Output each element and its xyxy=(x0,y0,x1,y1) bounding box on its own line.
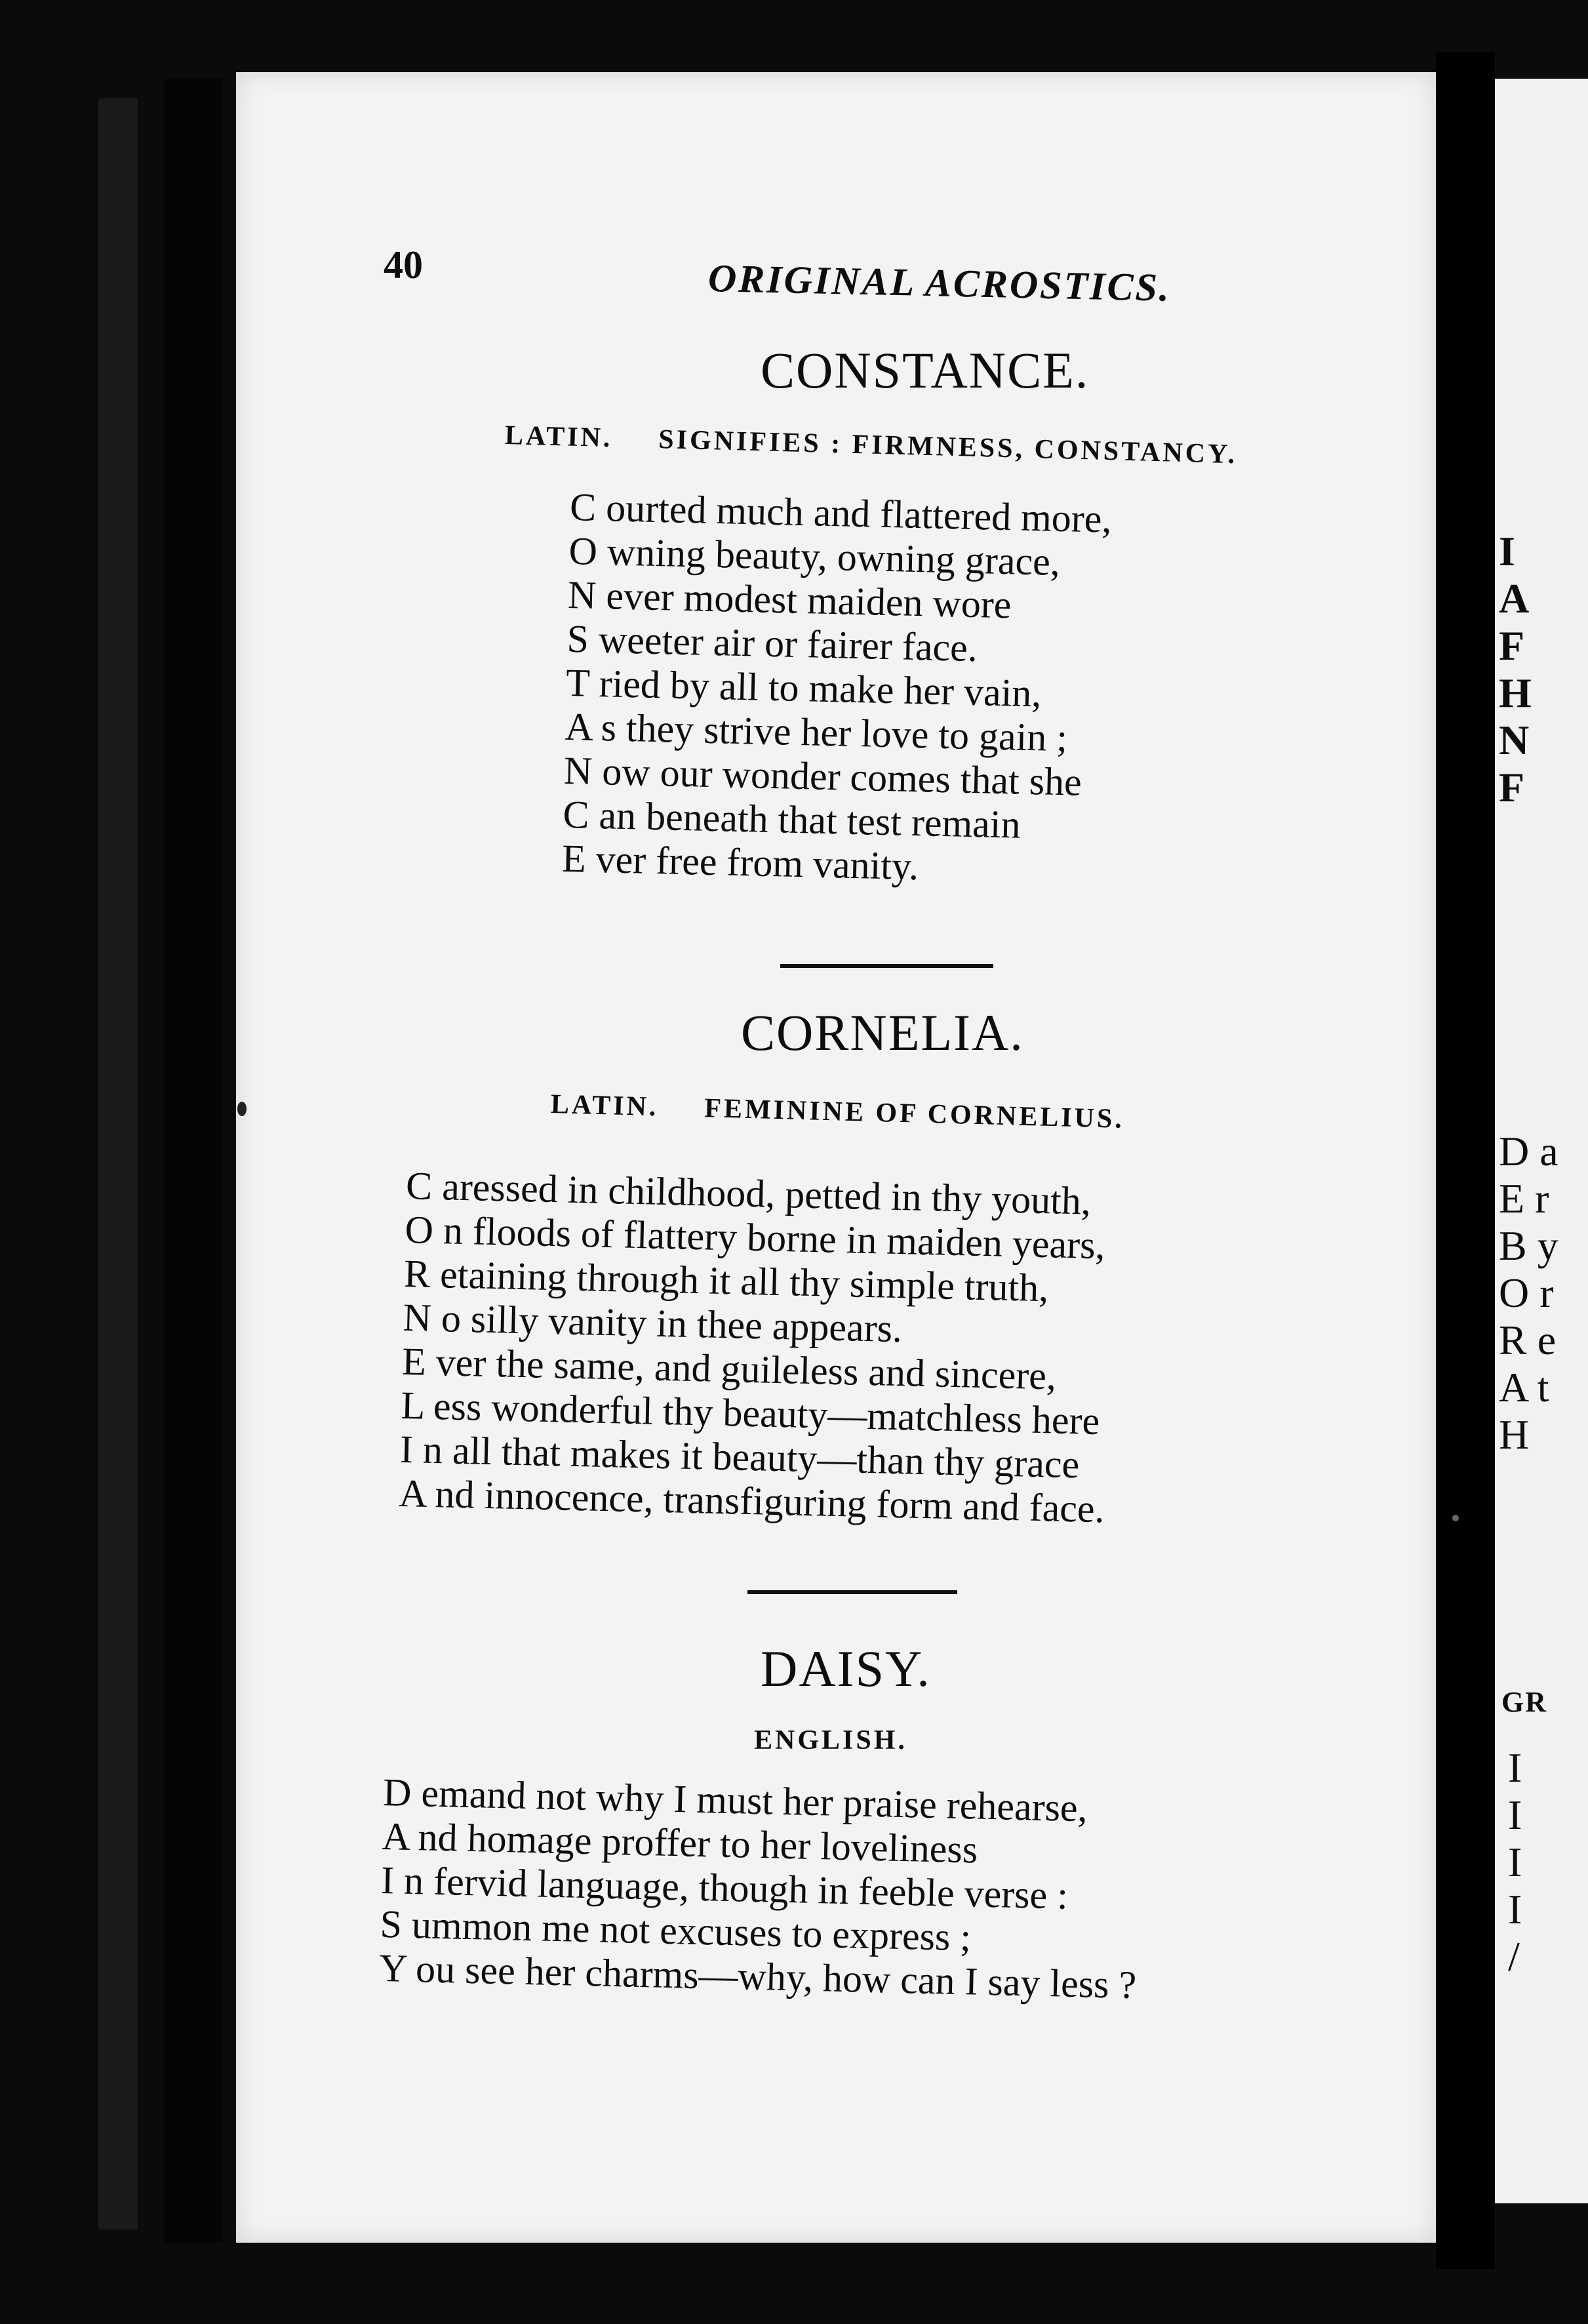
acrostic-initial: S xyxy=(379,1902,403,1946)
verse-text: ess wonderful thy beauty—matchless here xyxy=(433,1384,1100,1443)
poem-body xyxy=(561,485,1112,893)
verse-text: o silly vanity in thee appears. xyxy=(441,1296,903,1351)
fragment-letter: H xyxy=(1499,670,1532,716)
page-gutter xyxy=(1436,52,1495,2269)
verse-text: ver free from vanity. xyxy=(595,837,919,889)
acrostic-initial: I xyxy=(380,1858,395,1902)
acrostic-initial: O xyxy=(568,529,598,573)
section-divider xyxy=(780,964,993,968)
verse-text: ou see her charms—why, how can I say less ? xyxy=(415,1947,1137,2007)
acrostic-initial: T xyxy=(565,660,590,705)
verse-text: ever modest maiden wore xyxy=(605,574,1012,627)
origin-language: LATIN. xyxy=(504,420,613,454)
fragment-line: D a xyxy=(1499,1128,1558,1174)
poem-body xyxy=(378,1771,1141,2007)
verse-text: an beneath that test remain xyxy=(598,793,1022,847)
verse-text: s they strive her love to gain ; xyxy=(600,706,1068,760)
scan-speck xyxy=(237,1102,247,1116)
scan-speck xyxy=(1452,1515,1459,1521)
acrostic-initial: I xyxy=(399,1427,414,1472)
adjacent-block-2 xyxy=(1499,1128,1558,1458)
acrostic-initial: D xyxy=(382,1771,412,1814)
fragment-line: R e xyxy=(1499,1317,1557,1363)
book-spine-edge xyxy=(98,98,138,2230)
origin-meaning: SIGNIFIES : FIRMNESS, CONSTANCY. xyxy=(658,424,1238,470)
fragment-letter: / xyxy=(1508,1933,1520,1980)
adjacent-page-fragment xyxy=(1495,79,1588,2203)
fragment-letter: I xyxy=(1508,1886,1522,1933)
page-number: 40 xyxy=(384,243,423,287)
verse-text: aressed in childhood, petted in thy youth, xyxy=(441,1165,1092,1223)
verse-text: emand not why I must her praise rehearse, xyxy=(420,1771,1088,1830)
fragment-line: A t xyxy=(1499,1364,1549,1411)
verse-text: wning beauty, owning grace, xyxy=(606,530,1061,584)
fragment-letter: I xyxy=(1508,1744,1522,1791)
adjacent-block-3 xyxy=(1508,1744,1522,1980)
section-divider xyxy=(747,1590,957,1594)
adjacent-origin-label: GR xyxy=(1501,1686,1547,1718)
acrostic-initial: A xyxy=(381,1814,409,1858)
acrostic-initial: Y xyxy=(378,1946,407,1990)
verse-text: ow our wonder comes that she xyxy=(601,750,1082,804)
verse-text: n fervid language, though in feeble verse : xyxy=(403,1858,1069,1917)
fragment-letter: I xyxy=(1508,1839,1522,1885)
fragment-letter: F xyxy=(1499,764,1525,811)
adjacent-block-1 xyxy=(1499,528,1532,811)
fragment-letter: I xyxy=(1508,1792,1522,1838)
acrostic-initial: A xyxy=(398,1471,426,1515)
poem-title: DAISY. xyxy=(761,1640,931,1697)
fragment-letter: A xyxy=(1499,575,1530,622)
verse-text: weeter air or fairer face. xyxy=(598,618,978,670)
poem-title: CORNELIA. xyxy=(741,1004,1024,1061)
acrostic-initial: C xyxy=(405,1164,433,1208)
verse-text: n all that makes it beauty—than thy grace xyxy=(422,1428,1080,1487)
verse-text: nd innocence, transfiguring form and face. xyxy=(434,1472,1105,1531)
acrostic-initial: A xyxy=(564,704,592,749)
running-title: ORIGINAL ACROSTICS. xyxy=(707,256,1172,310)
verse-text: ver the same, and guileless and sincere, xyxy=(435,1340,1057,1398)
acrostic-initial: C xyxy=(562,792,590,837)
fragment-letter: F xyxy=(1499,622,1525,669)
verse-text: n floods of flattery borne in maiden years, xyxy=(443,1209,1106,1268)
verse-text: ummon me not excuses to express ; xyxy=(411,1903,972,1959)
acrostic-initial: E xyxy=(561,836,587,881)
verse-text: ourted much and flattered more, xyxy=(605,486,1113,541)
verse-text: nd homage proffer to her loveliness xyxy=(417,1815,978,1872)
poem-origin xyxy=(754,1725,907,1756)
poem-body xyxy=(399,1164,1112,1531)
fragment-line: H xyxy=(1499,1411,1530,1458)
acrostic-initial: N xyxy=(563,748,593,793)
acrostic-initial: S xyxy=(566,616,589,661)
acrostic-initial: C xyxy=(569,485,597,529)
origin-language: LATIN. xyxy=(550,1089,659,1123)
fragment-line: E r xyxy=(1499,1175,1549,1222)
acrostic-initial: L xyxy=(400,1383,424,1428)
origin-language: ENGLISH. xyxy=(754,1725,907,1755)
book-binding-shadow xyxy=(164,79,223,2243)
verse-text: ried by all to make her vain, xyxy=(598,662,1042,715)
acrostic-initial: E xyxy=(401,1339,427,1384)
acrostic-initial: O xyxy=(404,1207,434,1252)
acrostic-initial: N xyxy=(567,572,597,617)
fragment-letter: N xyxy=(1499,717,1530,763)
fragment-line: O r xyxy=(1499,1270,1554,1316)
poem-title: CONSTANCE. xyxy=(761,342,1090,399)
acrostic-initial: R xyxy=(403,1251,431,1296)
acrostic-initial: N xyxy=(402,1295,432,1340)
fragment-line: B y xyxy=(1499,1222,1558,1269)
fragment-letter: I xyxy=(1499,528,1515,574)
origin-meaning: FEMININE OF CORNELIUS. xyxy=(704,1093,1125,1134)
verse-text: etaining through it all thy simple truth, xyxy=(439,1252,1049,1310)
